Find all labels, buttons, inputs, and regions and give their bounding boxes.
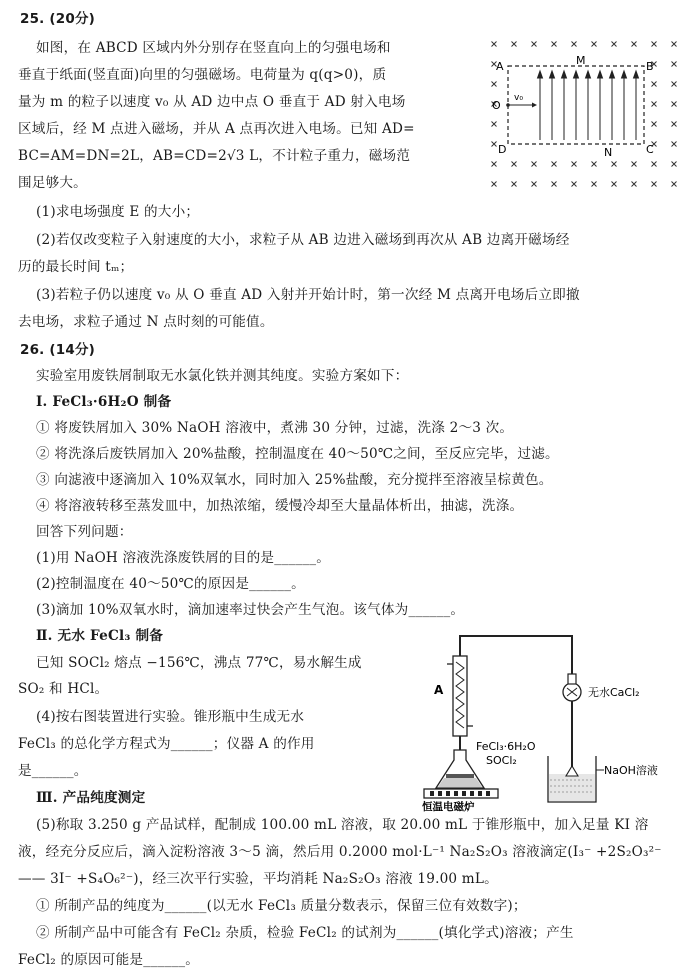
magnetic-field-cross	[552, 42, 557, 47]
q26-step-4: ④ 将溶液转移至蒸发皿中，加热浓缩，缓慢冷却至大量晶体析出，抽滤，洗涤。	[36, 498, 524, 514]
magnetic-field-cross	[512, 182, 517, 187]
magnetic-field-cross	[492, 142, 497, 147]
q25-line-1: 如图，在 ABCD 区域内外分别存在竖直向上的匀强电场和	[36, 40, 391, 56]
label-A: A	[496, 60, 504, 73]
q26-sub-5c: —— 3I⁻ +S₄O₆²⁻)，经三次平行实验，平均消耗 Na₂S₂O₃ 溶液 19.00 mL。	[18, 871, 498, 887]
magnetic-field-cross	[572, 162, 577, 167]
q26-sub-4c: 是______。	[18, 763, 88, 779]
q25-line-6: 围足够大。	[18, 175, 87, 191]
q26-sub-5f: FeCl₂ 的原因可能是______。	[18, 952, 199, 968]
label-B: B	[646, 60, 654, 73]
magnetic-field-cross	[572, 182, 577, 187]
q26-sub-4b: FeCl₃ 的总化学方程式为______；仪器 A 的作用	[18, 736, 315, 752]
q25-sub-2b: 历的最长时间 tₘ；	[18, 259, 134, 275]
magnetic-field-cross	[612, 162, 617, 167]
magnetic-field-cross	[592, 42, 597, 47]
magnetic-field-cross	[552, 162, 557, 167]
magnetic-field-cross	[492, 42, 497, 47]
magnetic-field-cross	[492, 82, 497, 87]
magnetic-field-cross	[492, 182, 497, 187]
magnetic-field-cross	[552, 182, 557, 187]
magnetic-field-cross	[512, 42, 517, 47]
label-v0: v₀	[514, 93, 523, 103]
q26-step-2: ② 将洗涤后废铁屑加入 20%盐酸，控制温度在 40～50℃之间，至反应完毕，过滤。	[36, 446, 559, 462]
label-fecl3-hydrate: FeCl₃·6H₂O	[476, 740, 536, 753]
magnetic-field-cross	[672, 102, 677, 107]
magnetic-field-cross	[672, 142, 677, 147]
magnetic-field-cross	[532, 162, 537, 167]
magnetic-field-cross	[652, 42, 657, 47]
q25-line-5: BC=AM=DN=2L，AB=CD=2√3 L，不计粒子重力，磁场范	[18, 148, 411, 164]
magnetic-field-cross	[632, 162, 637, 167]
q26-sub-3: (3)滴加 10%双氧水时，滴加速率过快会产生气泡。该气体为______。	[36, 602, 465, 618]
magnetic-field-cross	[652, 162, 657, 167]
q26-part-2: Ⅱ. 无水 FeCl₃ 制备	[36, 628, 164, 644]
q25-heading: 25. (20分)	[20, 11, 96, 27]
q25-line-2: 垂直于纸面(竖直面)向里的匀强磁场。电荷量为 q(q>0)，质	[18, 67, 387, 83]
magnetic-field-cross	[672, 42, 677, 47]
q26-known-b: SO₂ 和 HCl。	[18, 681, 109, 697]
magnetic-field-cross	[492, 162, 497, 167]
label-O: O	[492, 99, 501, 112]
magnetic-field-cross	[672, 82, 677, 87]
magnetic-field-cross	[612, 42, 617, 47]
magnetic-field-cross	[592, 182, 597, 187]
q26-sub-2: (2)控制温度在 40～50℃的原因是______。	[36, 576, 305, 592]
magnetic-field-cross	[532, 182, 537, 187]
q26-part-3: Ⅲ. 产品纯度测定	[36, 790, 146, 806]
q26-step-1: ① 将废铁屑加入 30% NaOH 溶液中，煮沸 30 分钟，过滤，洗涤 2～3 次。	[36, 420, 514, 436]
q26-sub-1: (1)用 NaOH 溶液洗涤废铁屑的目的是______。	[36, 550, 330, 566]
magnetic-field-cross	[632, 182, 637, 187]
q26-sub-4a: (4)按右图装置进行实验。锥形瓶中生成无水	[36, 709, 305, 725]
q25-line-4: 区域后，经 M 点进入磁场，并从 A 点再次进入电场。已知 AD=	[18, 121, 415, 137]
magnetic-field-cross	[652, 122, 657, 127]
label-socl2: SOCl₂	[486, 754, 517, 767]
field-diagram	[486, 36, 684, 196]
magnetic-field-cross	[512, 162, 517, 167]
label-naoh-solution: NaOH溶液	[604, 764, 658, 777]
q26-heading: 26. (14分)	[20, 342, 96, 358]
q26-known-a: 已知 SOCl₂ 熔点 −156℃，沸点 77℃，易水解生成	[36, 655, 362, 671]
magnetic-field-cross	[492, 122, 497, 127]
q25-line-3: 量为 m 的粒子以速度 v₀ 从 AD 边中点 O 垂直于 AD 射入电场	[18, 94, 406, 110]
q26-step-3: ③ 向滤液中逐滴加入 10%双氧水，同时加入 25%盐酸，充分搅拌至溶液呈棕黄色。	[36, 472, 553, 488]
magnetic-field-cross	[652, 82, 657, 87]
q26-sub-5a: (5)称取 3.250 g 产品试样，配制成 100.00 mL 溶液，取 20.00 mL 于锥形瓶中，加入足量 KI 溶	[36, 817, 649, 833]
magnetic-field-cross	[632, 42, 637, 47]
magnetic-field-cross	[672, 122, 677, 127]
label-instrument-A: A	[434, 683, 444, 697]
magnetic-field-cross	[652, 182, 657, 187]
q26-answer-prompt: 回答下列问题：	[36, 524, 133, 540]
q26-sub-5e: ② 所制产品中可能含有 FeCl₂ 杂质，检验 FeCl₂ 的试剂为______(填化学式)溶液；产生	[36, 925, 574, 941]
magnetic-field-cross	[652, 102, 657, 107]
label-M: M	[576, 54, 586, 67]
q26-part-1: Ⅰ. FeCl₃·6H₂O 制备	[36, 394, 172, 410]
apparatus-diagram	[420, 626, 682, 812]
q26-sub-5d: ① 所制产品的纯度为______(以无水 FeCl₃ 质量分数表示，保留三位有效数字)；	[36, 898, 527, 914]
label-stirrer: 恒温电磁炉	[422, 801, 475, 812]
magnetic-field-cross	[572, 42, 577, 47]
magnetic-field-cross	[612, 182, 617, 187]
q26-intro: 实验室用废铁屑制取无水氯化铁并测其纯度。实验方案如下：	[36, 368, 409, 384]
q25-sub-3a: (3)若粒子仍以速度 v₀ 从 O 垂直 AD 入射并开始计时，第一次经 M 点离开电场后立即撤	[36, 287, 580, 303]
label-N: N	[604, 146, 613, 159]
q25-sub-3b: 去电场，求粒子通过 N 点时刻的可能值。	[18, 314, 274, 330]
magnetic-field-cross	[532, 42, 537, 47]
q25-sub-1: (1)求电场强度 E 的大小；	[36, 204, 200, 220]
magnetic-field-cross	[672, 62, 677, 67]
label-drying-agent: 无水CaCl₂	[588, 686, 640, 699]
q26-sub-5b: 液，经充分反应后，滴入淀粉溶液 3～5 滴，然后用 0.2000 mol·L⁻¹ Na₂S₂O₃ 溶液滴定(I₃⁻ +2S₂O₃²⁻	[18, 844, 662, 860]
magnetic-field-cross	[592, 162, 597, 167]
q25-sub-2a: (2)若仅改变粒子入射速度的大小，求粒子从 AB 边进入磁场到再次从 AB 边离开磁场经	[36, 232, 570, 248]
label-C: C	[646, 143, 654, 156]
magnetic-field-cross	[672, 182, 677, 187]
magnetic-field-cross	[672, 162, 677, 167]
label-D: D	[498, 143, 507, 156]
